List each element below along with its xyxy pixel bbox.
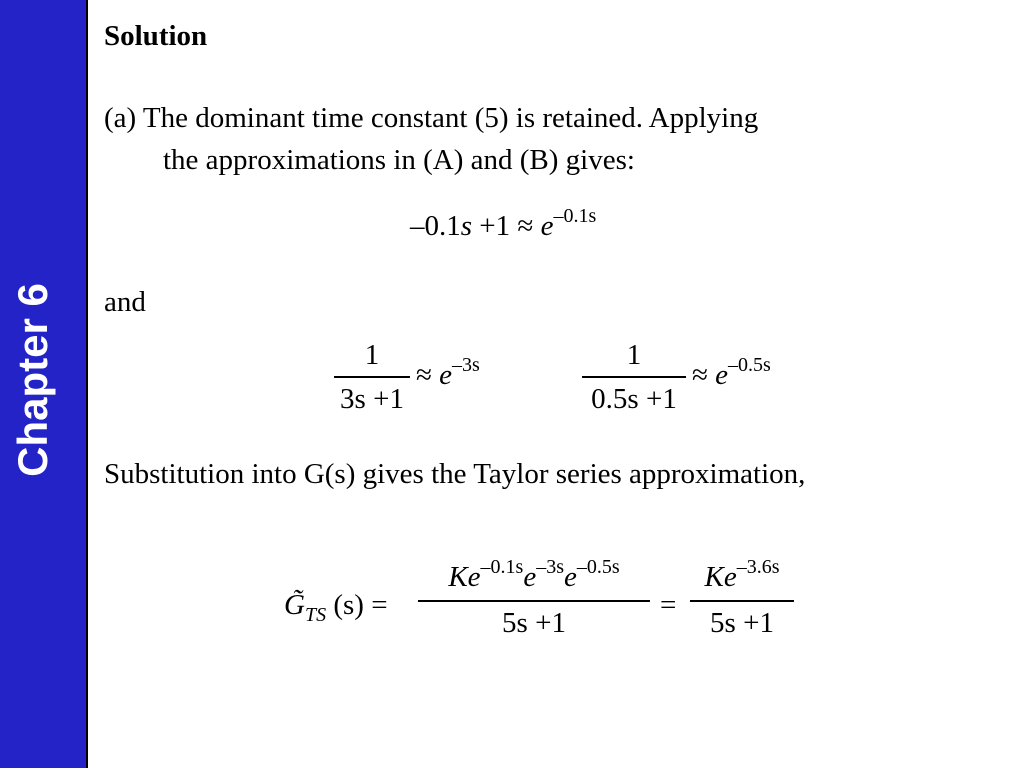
eq1-exponent: –0.1s <box>553 205 597 227</box>
eq3-frac1-exp3: –0.5s <box>576 556 620 578</box>
eq2-left-rhs <box>416 354 480 392</box>
eq2-right-numerator: 1 <box>626 339 642 371</box>
eq1-coefficient: –0.1 <box>410 210 461 242</box>
substitution-text: Substitution into G(s) gives the Taylor series approximation, <box>104 458 806 490</box>
eq3-subscript: TS <box>304 603 327 626</box>
eq3-equals-1: = <box>371 589 388 621</box>
eq2-right-fraction <box>582 338 686 416</box>
sidebar-divider <box>86 0 88 768</box>
eq2-left-denominator: 3s +1 <box>340 383 404 415</box>
eq3-frac1-exp1: –0.1s <box>480 556 524 578</box>
eq1-plus-one: +1 ≈ <box>472 210 541 242</box>
eq3-frac2-ke: Ke <box>704 561 737 593</box>
eq3-frac1-e2: e <box>523 561 537 593</box>
eq3-frac1-ke: Ke <box>448 561 481 593</box>
eq3-frac2-denominator: 5s +1 <box>710 607 774 639</box>
part-a-line-1: (a) The dominant time constant (5) is retained. Applying <box>104 102 759 134</box>
eq1-variable: s <box>460 210 473 242</box>
eq2-left-approx: ≈ <box>416 359 432 391</box>
eq3-frac1-e3: e <box>564 561 577 593</box>
eq2-left-e: e <box>439 359 453 391</box>
eq3-frac2-numerator <box>690 556 794 594</box>
eq3-fraction-1 <box>418 556 650 640</box>
and-label: and <box>104 286 146 318</box>
eq2-right-rhs <box>692 354 771 392</box>
eq3-argument: (s) <box>333 589 364 621</box>
eq3-frac1-exp2: –3s <box>536 556 564 578</box>
eq2-right-fraction-bar <box>582 376 686 378</box>
eq3-fraction-2 <box>690 556 794 640</box>
equation-1 <box>410 205 597 243</box>
solution-heading: Solution <box>104 20 208 52</box>
eq3-lhs <box>284 588 388 632</box>
eq1-e: e <box>540 210 554 242</box>
part-a-line-2: the approximations in (A) and (B) gives: <box>163 144 635 176</box>
eq2-left-numerator: 1 <box>364 339 380 371</box>
eq3-frac1-numerator <box>418 556 650 594</box>
eq2-right-denominator: 0.5s +1 <box>591 383 677 415</box>
eq2-right-approx: ≈ <box>692 359 708 391</box>
eq3-g-tilde: G̃ <box>284 589 305 621</box>
eq3-frac1-denominator: 5s +1 <box>502 607 566 639</box>
eq2-left-fraction <box>334 338 410 416</box>
eq3-frac2-exp: –3.6s <box>736 556 780 578</box>
eq3-equals-2: = <box>660 589 677 621</box>
eq3-frac1-bar <box>418 600 650 602</box>
chapter-sidebar <box>0 0 86 768</box>
eq2-right-exponent: –0.5s <box>728 354 771 376</box>
eq2-right-e: e <box>715 359 729 391</box>
eq2-left-exponent: –3s <box>452 354 480 376</box>
eq3-frac2-bar <box>690 600 794 602</box>
chapter-label: Chapter 6 <box>9 283 56 477</box>
eq2-left-fraction-bar <box>334 376 410 378</box>
